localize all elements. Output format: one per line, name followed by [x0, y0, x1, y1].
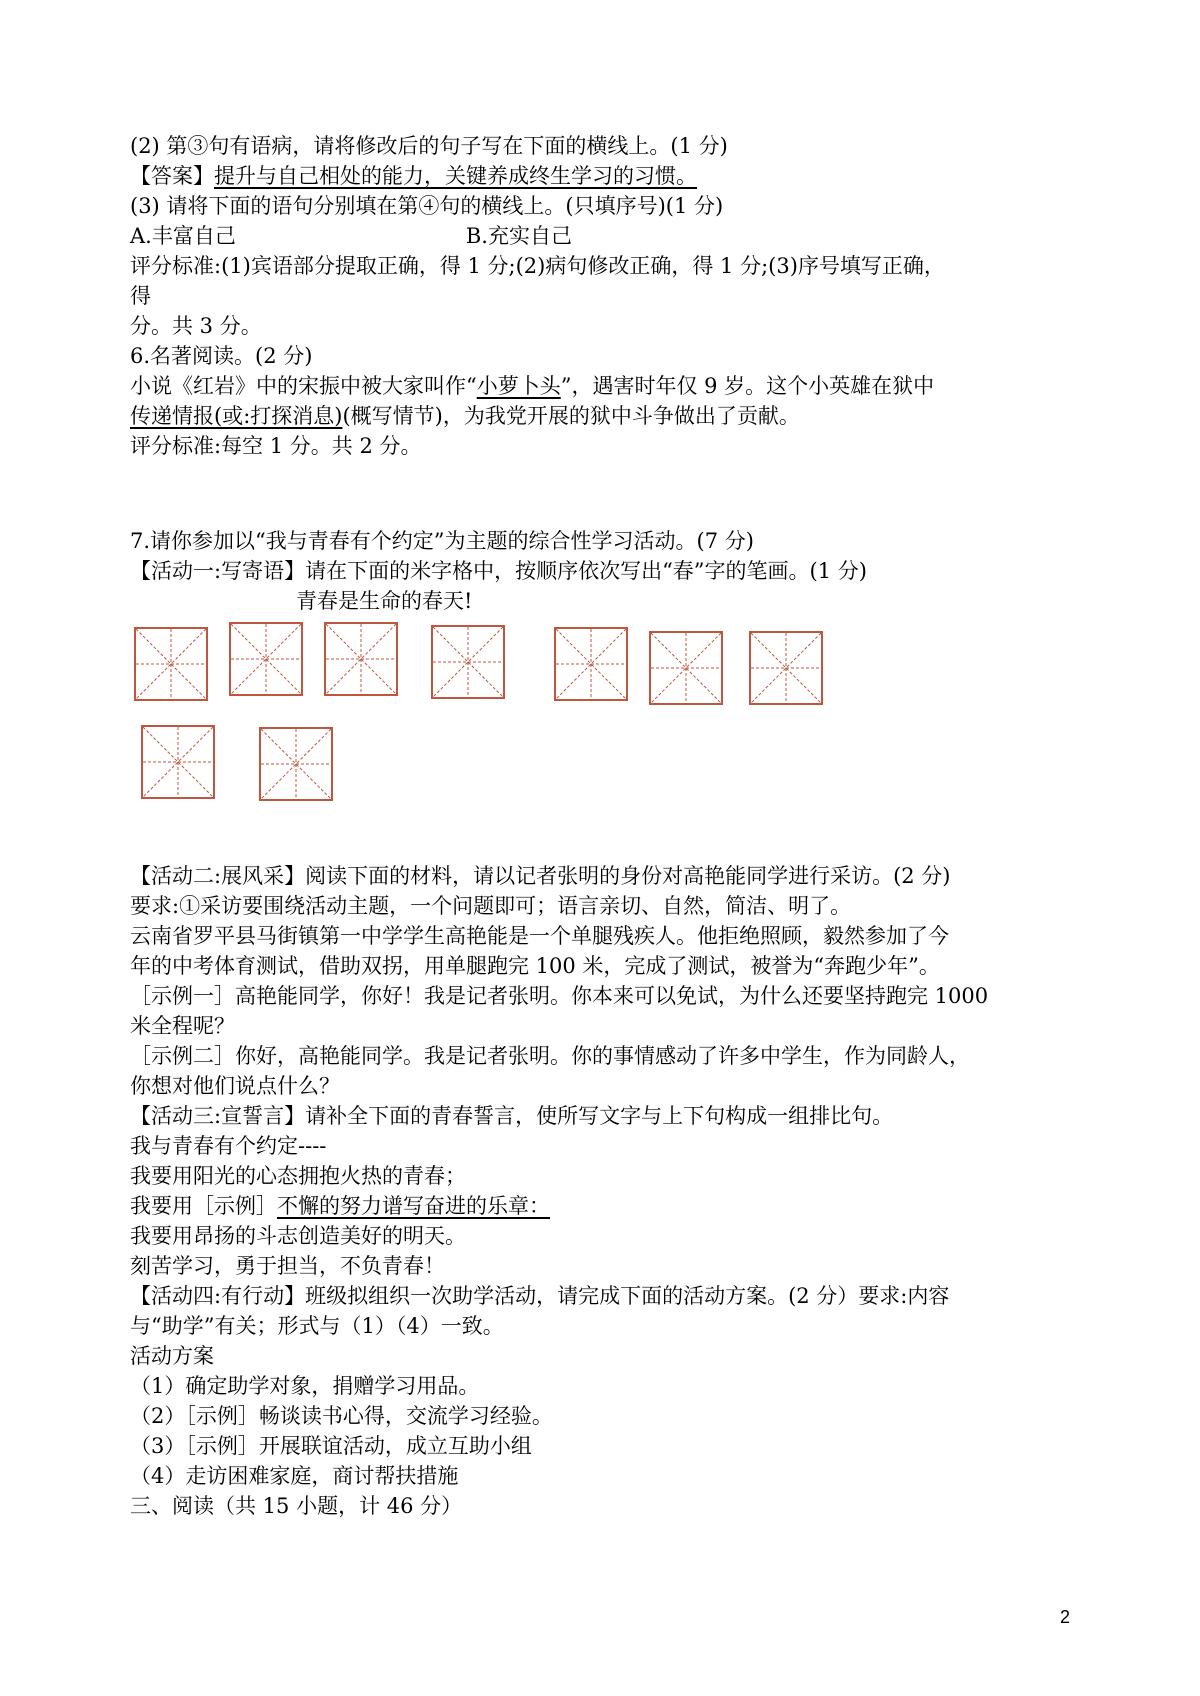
oath-line1: 我与青春有个约定---- [130, 1134, 327, 1158]
activity-2-requirement: 要求:①采访要围绕活动主题，一个问题即可；语言亲切、自然，简洁、明了。 [130, 894, 852, 918]
answer-text: 提升与自己相处的能力，关键养成终生学习的习惯。 [214, 164, 697, 188]
q6-text-a: 小说《红岩》中的宋振中被大家叫作“ [130, 374, 477, 398]
scoring-6: 评分标准:每空 1 分。共 2 分。 [130, 434, 422, 458]
material-line1: 云南省罗平县马街镇第一中学学生高艳能是一个单腿残疾人。他拒绝照顾，毅然参加了今 [130, 924, 949, 948]
q6-text-b: ”，遇害时年仅 9 岁。这个小英雄在狱中 [560, 374, 935, 398]
mizige-grid-8 [141, 725, 215, 799]
oath-line3-prefix: 我要用［示例］ [130, 1194, 277, 1218]
question-6: 6.名著阅读。(2 分) [130, 344, 313, 368]
oath-line2: 我要用阳光的心态拥抱火热的青春； [130, 1164, 466, 1188]
activity-1: 【活动一:写寄语】请在下面的米字格中，按顺序依次写出“春”字的笔画。(1 分) [130, 559, 867, 583]
example-1-line2: 米全程呢？ [130, 1014, 235, 1038]
section-3-heading: 三、阅读（共 15 小题，计 46 分） [130, 1494, 463, 1518]
plan-item-4: （4）走访困难家庭，商讨帮扶措施 [130, 1464, 459, 1488]
plan-title: 活动方案 [130, 1344, 214, 1368]
plan-item-3: （3）［示例］开展联谊活动，成立互助小组 [130, 1434, 532, 1458]
oath-line4: 我要用昂扬的斗志创造美好的明天。 [130, 1224, 466, 1248]
oath-line5: 刻苦学习，勇于担当，不负青春！ [130, 1254, 445, 1278]
activity-4-line2: 与“助学”有关；形式与（1）（4）一致。 [130, 1314, 504, 1338]
answer-line [130, 161, 697, 191]
example-1-line1: ［示例一］高艳能同学，你好！我是记者张明。你本来可以免试，为什么还要坚持跑完 1000 [130, 984, 989, 1008]
question-5-3: (3) 请将下面的语句分别填在第④句的横线上。(只填序号)(1 分) [130, 194, 724, 218]
mizige-grid-2 [229, 622, 303, 696]
scoring-5-line1: 评分标准:(1)宾语部分提取正确，得 1 分;(2)病句修改正确，得 1 分;(3)序号填写正确， [130, 254, 945, 278]
example-2-line1: ［示例二］你好，高艳能同学。我是记者张明。你的事情感动了许多中学生，作为同龄人， [130, 1044, 970, 1068]
option-b: B.充实自己 [465, 224, 572, 248]
q6-text-c: (概写情节)，为我党开展的狱中斗争做出了贡献。 [342, 404, 800, 428]
mizige-grid-1 [134, 627, 208, 701]
mizige-grid-4 [431, 625, 505, 699]
motto: 青春是生命的春天! [296, 589, 473, 613]
plan-item-2: （2）［示例］畅谈读书心得，交流学习经验。 [130, 1404, 553, 1428]
material-line2: 年的中考体育测试，借助双拐，用单腿跑完 100 米，完成了测试，被誉为“奔跑少年”。 [130, 954, 940, 978]
answer-label: 【答案】 [130, 164, 214, 188]
example-2-line2: 你想对他们说点什么？ [130, 1074, 340, 1098]
mizige-grid-3 [324, 622, 398, 696]
page-number: 2 [1060, 1607, 1071, 1627]
question-6-line1 [130, 371, 934, 401]
option-a: A.丰富自己 [130, 224, 236, 248]
oath-line3 [130, 1191, 550, 1221]
question-5-2: (2) 第③句有语病，请将修改后的句子写在下面的横线上。(1 分) [130, 134, 728, 158]
mizige-grid-5 [554, 627, 628, 701]
activity-2: 【活动二:展风采】阅读下面的材料，请以记者张明的身份对高艳能同学进行采访。(2 分) [130, 864, 951, 888]
mizige-grid-7 [749, 631, 823, 705]
activity-4-line1: 【活动四:有行动】班级拟组织一次助学活动，请完成下面的活动方案。(2 分）要求:内容 [130, 1284, 950, 1308]
question-7: 7.请你参加以“我与青春有个约定”为主题的综合性学习活动。(7 分) [130, 529, 754, 553]
oath-line3-answer: 不懈的努力谱写奋进的乐章： [277, 1194, 550, 1218]
mizige-grid-6 [649, 631, 723, 705]
scoring-5-line3: 分。共 3 分。 [130, 314, 262, 338]
activity-3: 【活动三:宣誓言】请补全下面的青春誓言，使所写文字与上下句构成一组排比句。 [130, 1104, 894, 1128]
q6-answer-nickname: 小萝卜头 [476, 374, 561, 398]
mizige-grid-9 [259, 727, 333, 801]
question-6-line2 [130, 401, 800, 431]
options-line [130, 221, 572, 251]
scoring-5-line2: 得 [130, 284, 151, 308]
plan-item-1: （1）确定助学对象，捐赠学习用品。 [130, 1374, 480, 1398]
q6-answer-plot: 传递情报(或:打探消息) [130, 404, 343, 428]
